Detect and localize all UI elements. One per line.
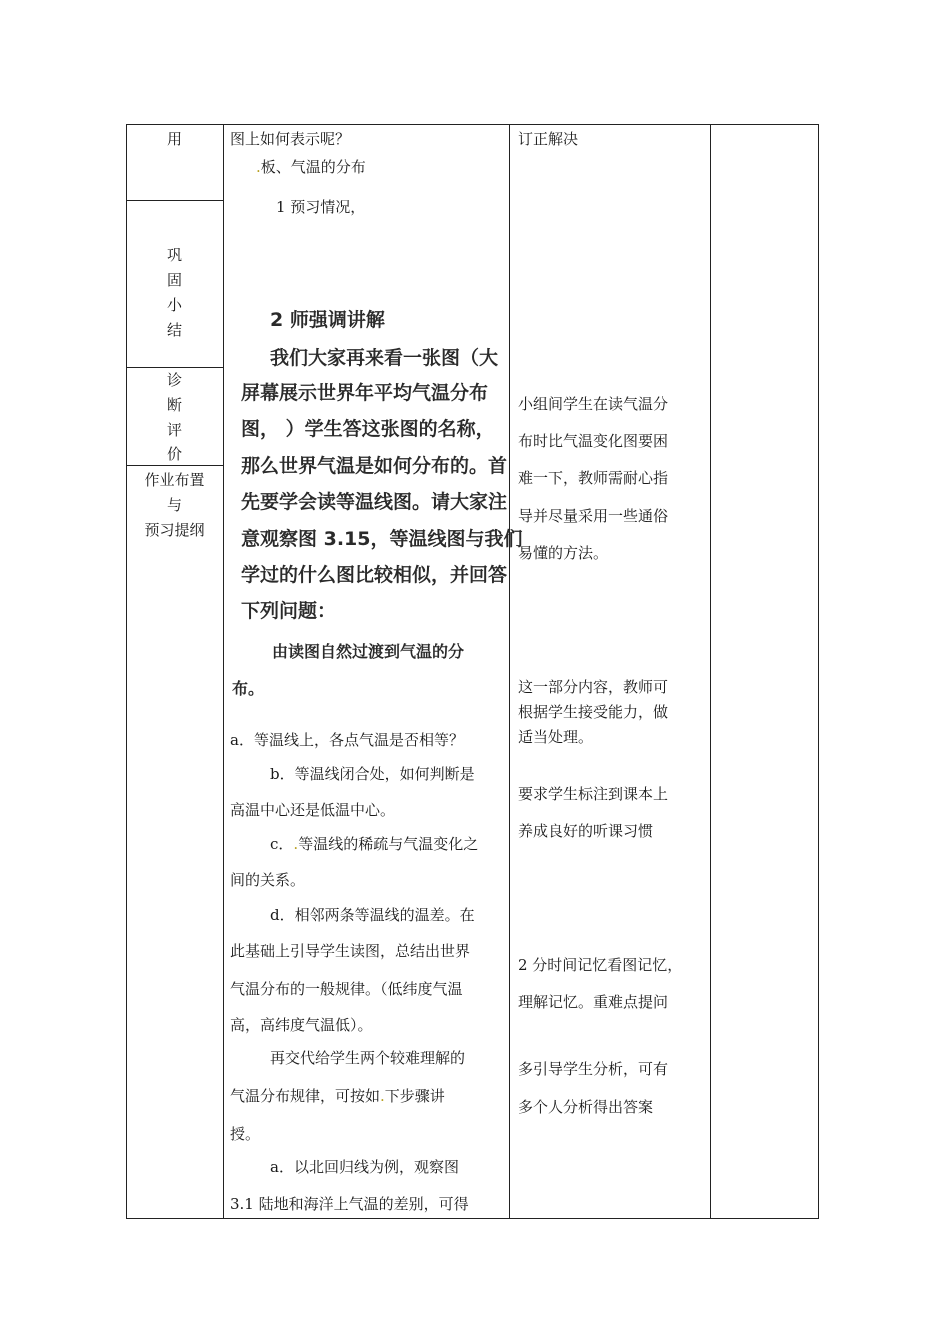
note-6-line-1: 多引导学生分析，可有 <box>518 1060 669 1078</box>
main-line-2 <box>256 159 366 175</box>
note-correction: 订正解决 <box>518 130 579 148</box>
note-4-line-1: 要求学生标注到课本上 <box>518 785 669 803</box>
question-d-3: 气温分布的一般规律。（低纬度气温 <box>230 980 463 998</box>
main-line-3: 1 预习情况， <box>276 198 366 216</box>
row-label-use: 用 <box>166 130 182 148</box>
rule-line-1: 再交代给学生两个较难理解的 <box>270 1049 466 1067</box>
col-divider-1 <box>223 125 224 1218</box>
row-label-evaluate-4: 价 <box>166 445 182 463</box>
big-line-5: 先要学会读等温线图。请大家注 <box>241 491 508 513</box>
stray-mark-3: . <box>380 1087 385 1105</box>
main-line-2-text: 板、气温的分布 <box>260 158 366 176</box>
row-divider-1 <box>127 200 224 201</box>
row-label-evaluate-2: 断 <box>166 396 182 414</box>
question-c-2: 间的关系。 <box>230 871 306 889</box>
note-3-line-2: 根据学生接受能力，做 <box>518 703 669 721</box>
col-divider-2 <box>509 125 510 1218</box>
note-2-line-1: 小组间学生在读气温分 <box>518 395 669 413</box>
big-line-1: 我们大家再来看一张图（大 <box>270 347 499 369</box>
row-label-consolidate-4: 结 <box>166 321 182 339</box>
note-2-line-4: 导并尽量采用一些通俗 <box>518 507 669 525</box>
rule-line-2 <box>230 1088 445 1104</box>
row-label-homework-3: 预习提纲 <box>144 521 205 539</box>
stray-mark: . <box>256 158 261 176</box>
note-3-line-3: 适当处理。 <box>518 728 594 746</box>
row-divider-3 <box>127 465 224 466</box>
note-2-line-5: 易懂的方法。 <box>518 544 609 562</box>
note-5-line-1: 2 分时间记忆看图记忆， <box>518 956 683 974</box>
row-label-consolidate-2: 固 <box>166 271 182 289</box>
stray-mark-2: . <box>293 835 299 853</box>
rule-line-2-pre: 气温分布规律，可按如 <box>230 1087 381 1105</box>
main-line-1: 图上如何表示呢？ <box>230 130 351 148</box>
question-d-4: 高，高纬度气温低）。 <box>230 1016 373 1034</box>
row-label-homework-1: 作业布置 <box>144 471 205 489</box>
lesson-table <box>126 124 819 1219</box>
row-label-evaluate-1: 诊 <box>166 371 182 389</box>
transition-line-2: 布。 <box>232 679 265 698</box>
question-d-2: 此基础上引导学生读图，总结出世界 <box>230 942 471 960</box>
step-line-2: 3.1 陆地和海洋上气温的差别，可得 <box>230 1195 469 1213</box>
note-3-line-1: 这一部分内容，教师可 <box>518 678 669 696</box>
transition-line-1: 由读图自然过渡到气温的分 <box>272 642 465 661</box>
step-line-1: a．以北回归线为例，观察图 <box>270 1158 459 1176</box>
big-line-7: 学过的什么图比较相似，并回答 <box>241 564 508 586</box>
note-4-line-2: 养成良好的听课习惯 <box>518 822 654 840</box>
question-a: a．等温线上，各点气温是否相等？ <box>230 731 464 749</box>
note-5-line-2: 理解记忆。重难点提问 <box>518 993 669 1011</box>
row-label-consolidate-3: 小 <box>166 296 182 314</box>
rule-line-3: 授。 <box>230 1125 261 1143</box>
big-line-6: 意观察图 3.15，等温线图与我们 <box>241 528 523 550</box>
question-d-1: d．相邻两条等温线的温差。在 <box>270 906 475 924</box>
row-label-evaluate-3: 评 <box>166 421 182 439</box>
section-heading: 2 师强调讲解 <box>270 309 385 331</box>
row-divider-2 <box>127 367 224 368</box>
rule-line-2-post: 下步骤讲 <box>384 1087 445 1105</box>
note-6-line-2: 多个人分析得出答案 <box>518 1098 654 1116</box>
big-line-4: 那么世界气温是如何分布的。首 <box>241 455 508 477</box>
question-b-1: b．等温线闭合处，如何判断是 <box>270 765 475 783</box>
row-label-homework-2: 与 <box>166 496 182 514</box>
question-c-prefix: c． <box>270 835 294 853</box>
row-label-consolidate-1: 巩 <box>166 246 182 264</box>
big-line-8: 下列问题： <box>241 600 337 622</box>
question-c-1 <box>270 836 478 852</box>
note-2-line-2: 布时比气温变化图要困 <box>518 432 669 450</box>
col-divider-3 <box>710 125 711 1218</box>
big-line-3: 图， ）学生答这张图的名称， <box>241 418 495 440</box>
question-b-2: 高温中心还是低温中心。 <box>230 801 396 819</box>
big-line-2: 屏幕展示世界年平均气温分布 <box>241 382 489 404</box>
note-2-line-3: 难一下，教师需耐心指 <box>518 469 669 487</box>
question-c-text: 等温线的稀疏与气温变化之 <box>298 835 479 853</box>
